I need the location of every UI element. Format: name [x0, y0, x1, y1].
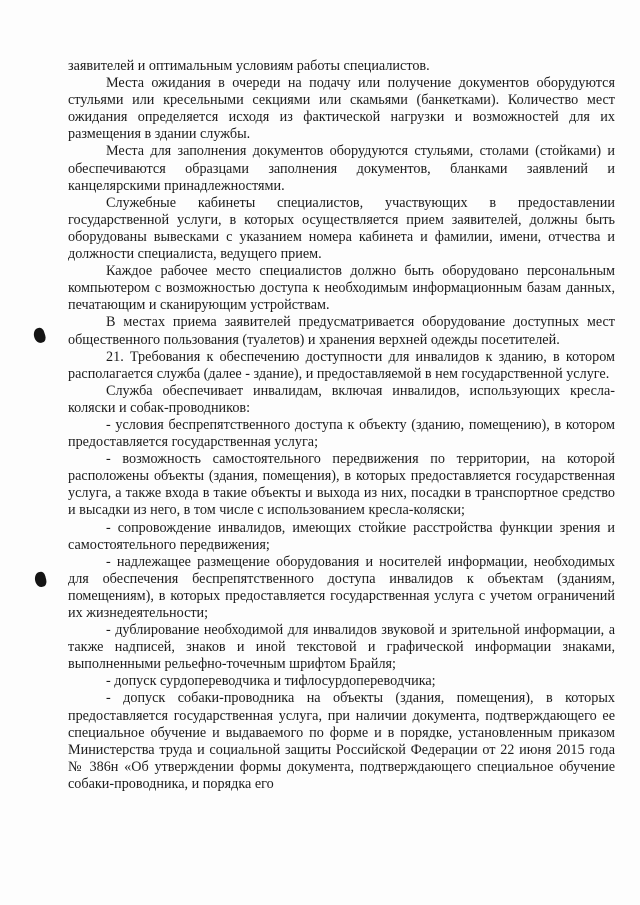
- list-item: - допуск собаки-проводника на объекты (здания, помещения), в которых предоставляется государственная услуга, при наличии документа, подтверждающего ее специальное обучение и выдаваемого по форме и в порядке, установленным приказом Министерства труда и социальной защиты Российской Федерации от 22 июня 2015 года № 386н «Об утверждении формы документа, подтверждающего специальное обучение собаки-проводника, и порядка его: [68, 690, 615, 792]
- list-item: - дублирование необходимой для инвалидов звуковой и зрительной информации, а также надписей, знаков и иной текстовой и графической информации знаками, выполненными рельефно-точечным шрифтом Брайля;: [68, 622, 615, 673]
- list-item: - возможность самостоятельного передвижения по территории, на которой расположены объекты (здания, помещения), в которых предоставляется государственная услуга, а также входа в такие объекты и выхода из них, посадки в транспортное средство и высадки из него, в том числе с использованием кресла-коляски;: [68, 451, 615, 519]
- paragraph: Места ожидания в очереди на подачу или получение документов оборудуются стульями или кресельными секциями или скамьями (банкетками). Количество мест ожидания определяется исходя из фактической нагрузки и возможностей для их размещения в здании службы.: [68, 75, 615, 143]
- paragraph: Служба обеспечивает инвалидам, включая инвалидов, использующих кресла-коляски и собак-проводников:: [68, 382, 615, 416]
- section-heading-21: 21. Требования к обеспечению доступности для инвалидов к зданию, в котором располагается служба (далее - здание), и предоставляемой в нем государственной услуге.: [68, 348, 615, 382]
- paragraph: Каждое рабочее место специалистов должно быть оборудовано персональным компьютером с возможностью доступа к необходимым информационным базам данных, печатающим и сканирующим устройствам.: [68, 263, 615, 314]
- paragraph: заявителей и оптимальным условиям работы специалистов.: [68, 58, 430, 74]
- punch-hole-mark: [33, 571, 47, 588]
- paragraph: Места для заполнения документов оборудуются стульями, столами (стойками) и обеспечиваются образцами заполнения документов, бланками заявлений и канцелярскими принадлежностями.: [68, 143, 615, 194]
- list-item: - надлежащее размещение оборудования и носителей информации, необходимых для обеспечения беспрепятственного доступа инвалидов к объектам (зданиям, помещениям), в которых предоставляется государственная услуга с учетом ограничений их жизнедеятельности;: [68, 553, 615, 621]
- list-item: - сопровождение инвалидов, имеющих стойкие расстройства функции зрения и самостоятельного передвижения;: [68, 519, 615, 553]
- document-body: [68, 58, 615, 793]
- list-item: - допуск сурдопереводчика и тифлосурдопереводчика;: [106, 673, 436, 690]
- paragraph: В местах приема заявителей предусматривается оборудование доступных мест общественного пользования (туалетов) и хранения верхней одежды посетителей.: [68, 314, 615, 348]
- punch-hole-mark: [32, 327, 47, 345]
- paragraph: Служебные кабинеты специалистов, участвующих в предоставлении государственной услуги, в которых осуществляется прием заявителей, должны быть оборудованы вывесками с указанием номера кабинета и фамилии, имени, отчества и должности специалиста, ведущего прием.: [68, 194, 615, 263]
- list-item: - условия беспрепятственного доступа к объекту (зданию, помещению), в котором предоставляется государственная услуга;: [68, 416, 615, 451]
